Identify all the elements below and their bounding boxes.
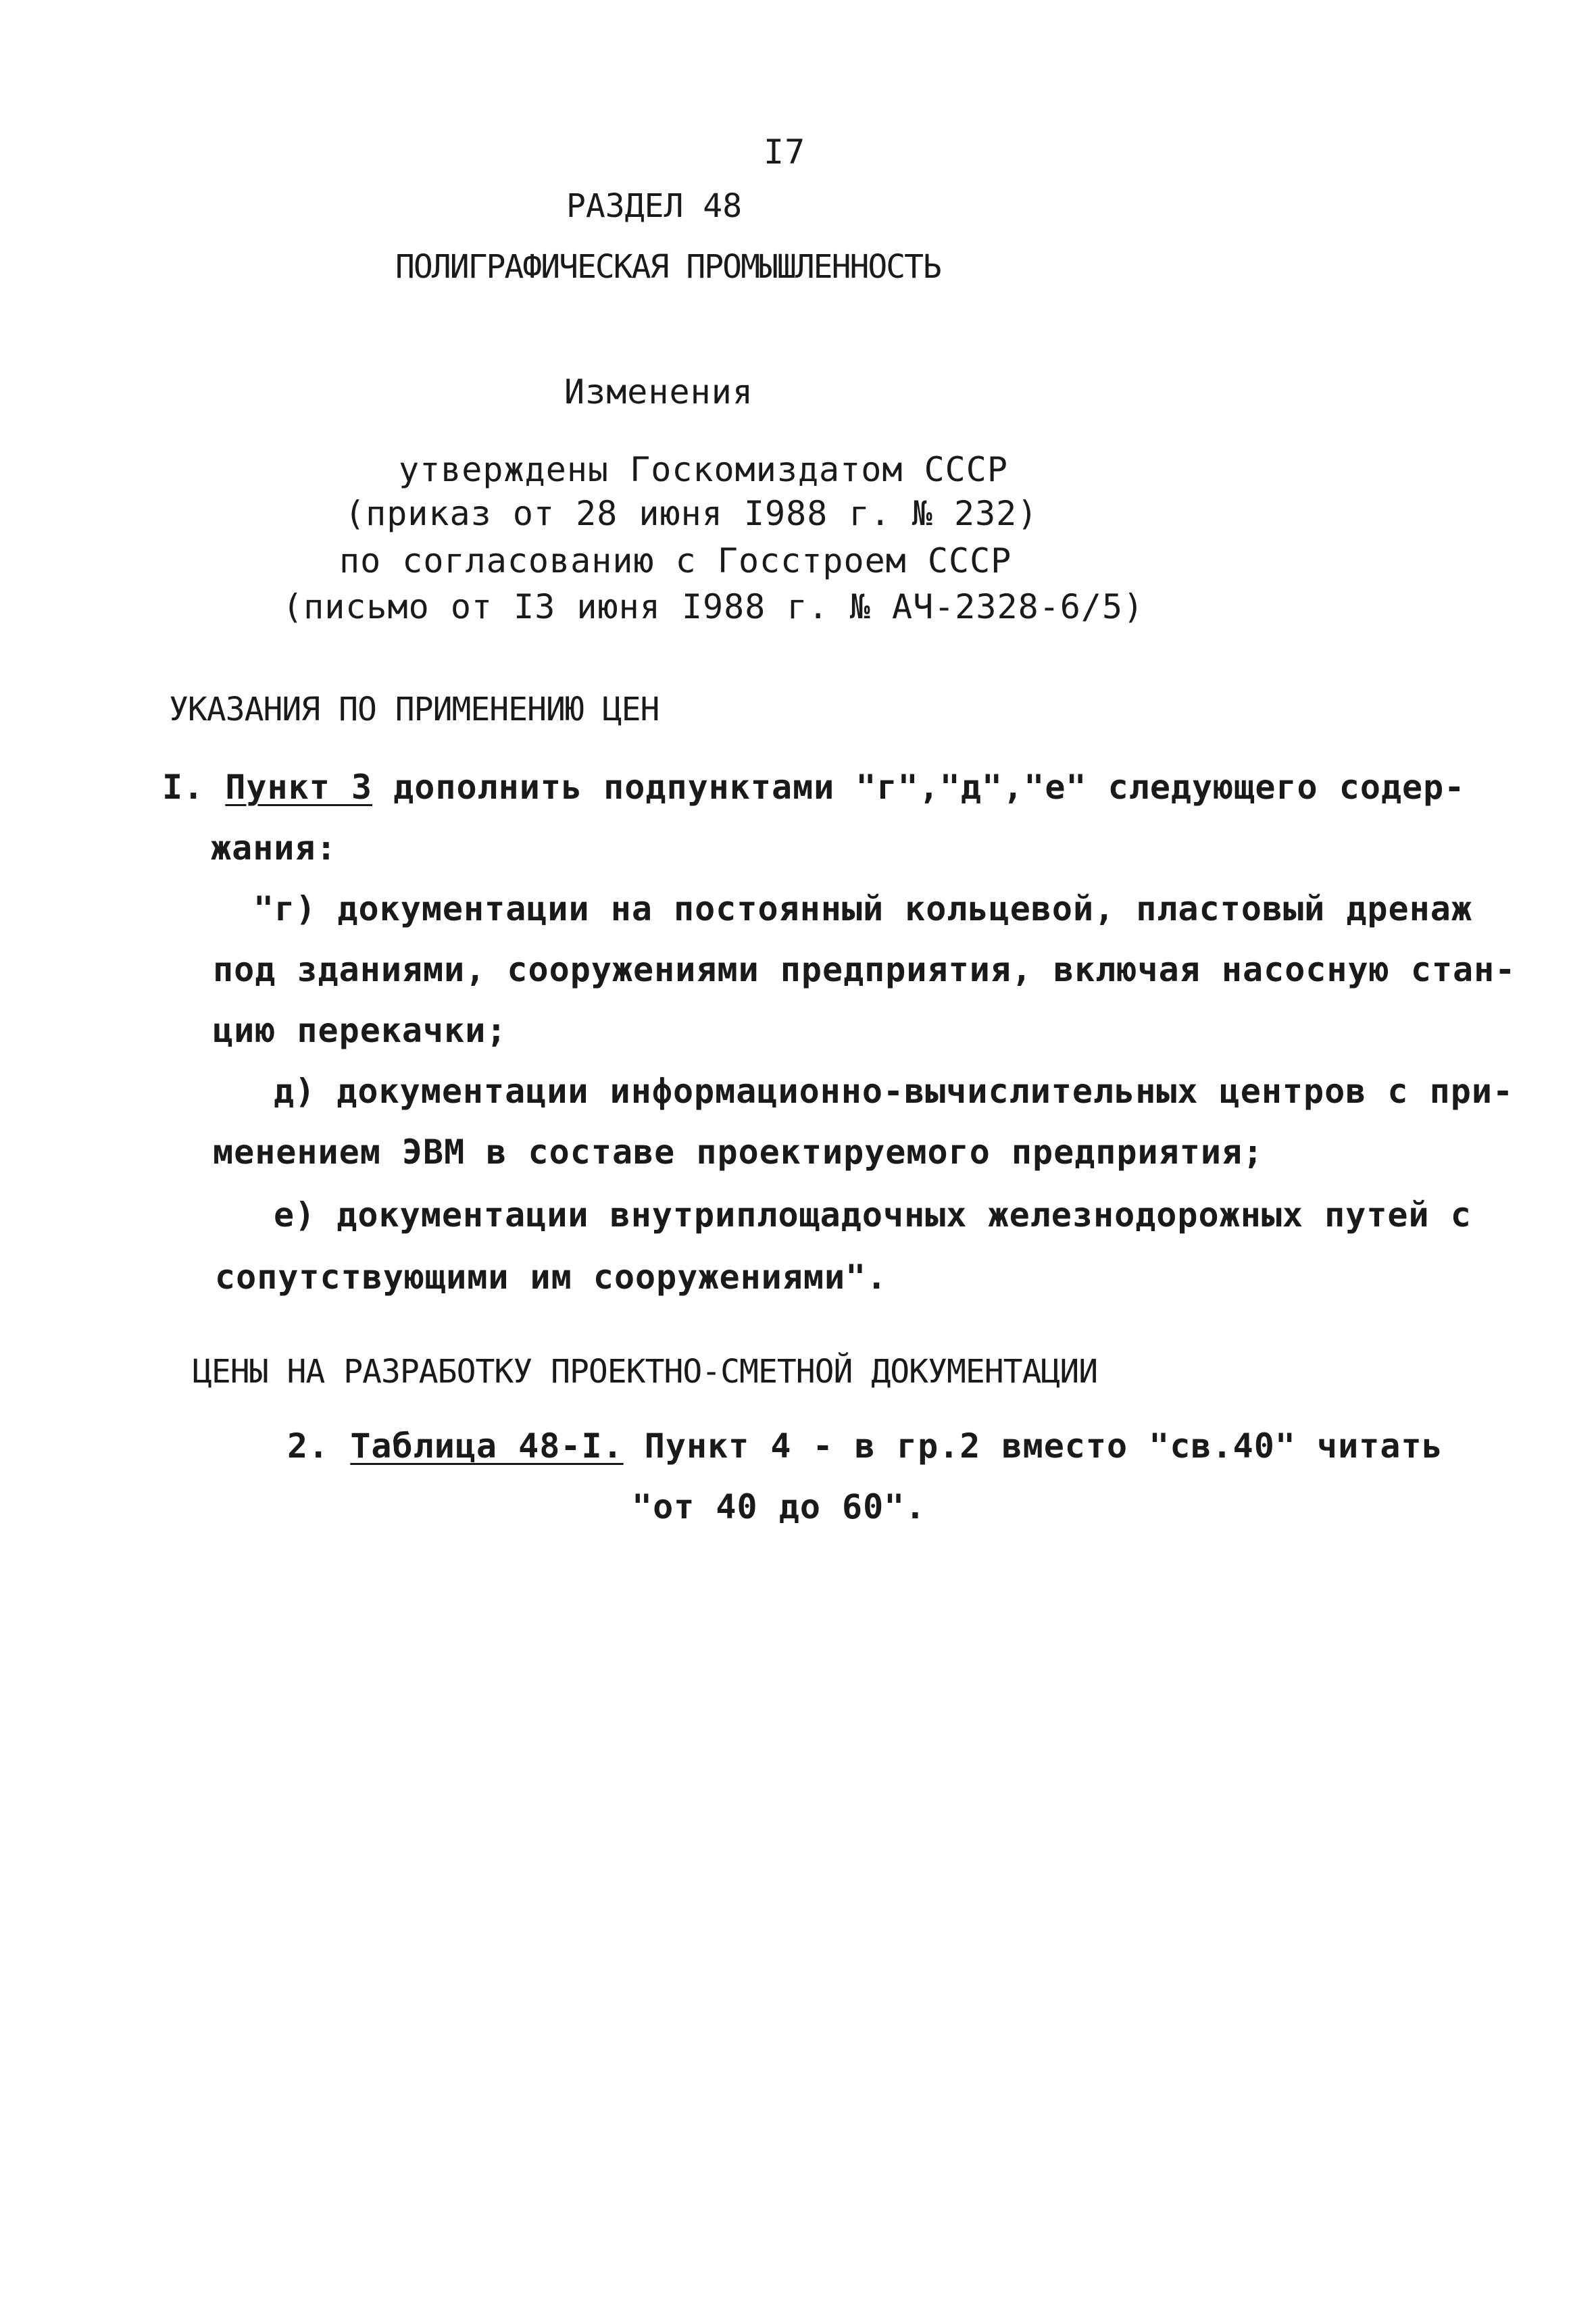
section-subtitle: ПОЛИГРАФИЧЕСКАЯ ПРОМЫШЛЕННОСТЬ xyxy=(395,248,941,286)
item-2-line-2: "от 40 до 60". xyxy=(632,1487,926,1526)
sub-g-line-3: цию перекачки; xyxy=(213,1011,507,1050)
heading-usage: УКАЗАНИЯ ПО ПРИМЕНЕНИЮ ЦЕН xyxy=(169,691,659,728)
sub-e-line-1: е) документации внутриплощадочных железнодорожных путей с xyxy=(274,1195,1472,1235)
item-2-text-1: Пункт 4 - в гр.2 вместо "св.40" читать xyxy=(623,1426,1443,1466)
item-2-line-1 xyxy=(287,1426,1443,1466)
item-1-line-2: жания: xyxy=(211,828,337,868)
sub-g-line-2: под зданиями, сооружениями предприятия, включая насосную стан- xyxy=(213,950,1516,989)
approval-line-1: утверждены Госкомиздатом СССР xyxy=(399,450,1008,489)
item-1-number: I. xyxy=(162,768,226,807)
item-2-number: 2. xyxy=(287,1426,351,1466)
item-1-ref: Пункт 3 xyxy=(225,768,373,807)
item-1-text-1: дополнить подпунктами "г","д","е" следующего содер- xyxy=(372,768,1466,807)
sub-g-line-1: "г) документации на постоянный кольцевой, пластовый дренаж xyxy=(253,889,1472,928)
heading-prices: ЦЕНЫ НА РАЗРАБОТКУ ПРОЕКТНО-СМЕТНОЙ ДОКУМЕНТАЦИИ xyxy=(193,1353,1098,1391)
section-title: РАЗДЕЛ 48 xyxy=(566,187,743,225)
sub-e-line-2: сопутствующими им сооружениями". xyxy=(215,1258,888,1297)
page-number: I7 xyxy=(764,132,806,172)
approval-line-4: (письмо от I3 июня I988 г. № АЧ-2328-6/5) xyxy=(282,587,1145,626)
item-2-ref: Таблица 48-I. xyxy=(350,1426,624,1466)
sub-d-line-1: д) документации информационно-вычислительных центров с при- xyxy=(274,1072,1514,1111)
changes-heading: Изменения xyxy=(564,372,753,412)
approval-line-2: (приказ от 28 июня I988 г. № 232) xyxy=(345,494,1039,533)
approval-line-3: по согласованию с Госстроем СССР xyxy=(339,541,1012,580)
sub-d-line-2: менением ЭВМ в составе проектируемого предприятия; xyxy=(213,1132,1264,1172)
item-1-line-1 xyxy=(162,767,1465,807)
